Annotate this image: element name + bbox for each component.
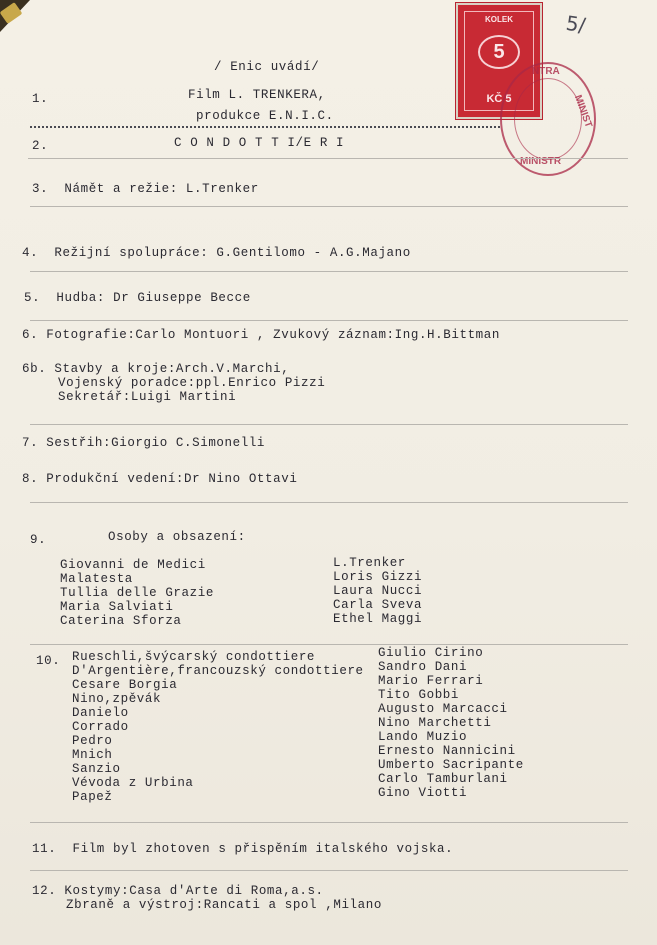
cast-role: Tullia delle Grazie (60, 586, 214, 600)
page-number: 5/ (564, 10, 588, 38)
cast-role: Danielo (72, 706, 129, 720)
item-12-line-2: Zbraně a výstroj:Rancati a spol ,Milano (66, 898, 382, 912)
seal-top-text: NTRA (532, 66, 560, 77)
item-2-number: 2. (32, 139, 49, 153)
dotted-separator (30, 126, 500, 128)
cast-actor: Mario Ferrari (378, 674, 484, 688)
header-line: / Enic uvádí/ (214, 60, 320, 74)
item-5: 5. Hudba: Dr Giuseppe Becce (24, 291, 251, 305)
item-6b-line-1: 6b. Stavby a kroje:Arch.V.Marchi, (22, 362, 290, 376)
cast-role: Papež (72, 790, 113, 804)
stamp-label: KOLEK (485, 15, 513, 24)
rule-line (30, 822, 628, 823)
cast-role: Sanzio (72, 762, 121, 776)
cast-actor: Augusto Marcacci (378, 702, 508, 716)
cast-actor: Sandro Dani (378, 660, 468, 674)
cast-role: Giovanni de Medici (60, 558, 206, 572)
cast-actor: Gino Viotti (378, 786, 468, 800)
seal-right-text: MINIST (571, 93, 594, 130)
item-1-producer: produkce E.N.I.C. (196, 109, 334, 123)
cast-role: Pedro (72, 734, 113, 748)
cast-role: Nino,zpěvák (72, 692, 162, 706)
item-9-number: 9. (30, 533, 47, 547)
item-1-title: Film L. TRENKERA, (188, 88, 326, 102)
stamp-bottom-text: KČ 5 (486, 93, 512, 105)
item-6: 6. Fotografie:Carlo Montuori , Zvukový záznam:Ing.H.Bittman (22, 328, 500, 342)
cast-role: Rueschli,švýcarský condottiere (72, 650, 316, 664)
item-4: 4. Režijní spolupráce: G.Gentilomo - A.G.Majano (22, 246, 411, 260)
cast-role: Caterina Sforza (60, 614, 182, 628)
cast-role: Corrado (72, 720, 129, 734)
item-1-number: 1. (32, 92, 49, 106)
rule-line (28, 158, 628, 159)
rule-line (30, 206, 628, 207)
stamp-value: 5 (478, 35, 520, 69)
cast-actor: Umberto Sacripante (378, 758, 524, 772)
rule-line (30, 644, 628, 645)
item-12-line-1: 12. Kostymy:Casa d'Arte di Roma,a.s. (32, 884, 324, 898)
cast-actor: Laura Nucci (333, 584, 423, 598)
cast-actor: Ernesto Nannicini (378, 744, 516, 758)
item-2-title: C O N D O T T I/E R I (174, 136, 345, 150)
item-3: 3. Námět a režie: L.Trenker (32, 182, 259, 196)
cast-actor: Ethel Maggi (333, 612, 423, 626)
cast-actor: L.Trenker (333, 556, 406, 570)
cast-role: Vévoda z Urbina (72, 776, 194, 790)
cast-actor: Lando Muzio (378, 730, 468, 744)
item-6b-line-3: Sekretář:Luigi Martini (58, 390, 237, 404)
item-7: 7. Sestřih:Giorgio C.Simonelli (22, 436, 266, 450)
rule-line (30, 320, 628, 321)
cast-actor: Tito Gobbi (378, 688, 460, 702)
cast-actor: Loris Gizzi (333, 570, 423, 584)
rule-line (30, 271, 628, 272)
seal-bottom-text: MINISTR (520, 156, 562, 167)
item-11: 11. Film byl zhotoven s přispěním italského vojska. (32, 842, 454, 856)
rule-line (30, 424, 628, 425)
cast-role: Maria Salviati (60, 600, 174, 614)
cast-actor: Carla Sveva (333, 598, 423, 612)
cast-actor: Giulio Cirino (378, 646, 484, 660)
item-10-number: 10. (36, 654, 61, 668)
cast-actor: Nino Marchetti (378, 716, 492, 730)
cast-actor: Carlo Tamburlani (378, 772, 508, 786)
rule-line (30, 870, 628, 871)
cast-role: D'Argentière,francouzský condottiere (72, 664, 364, 678)
item-6b-line-2: Vojenský poradce:ppl.Enrico Pizzi (58, 376, 326, 390)
cast-role: Malatesta (60, 572, 133, 586)
cast-role: Mnich (72, 748, 113, 762)
rule-line (30, 502, 628, 503)
item-9-title: Osoby a obsazení: (108, 530, 246, 544)
cast-role: Cesare Borgia (72, 678, 178, 692)
item-8: 8. Produkční vedení:Dr Nino Ottavi (22, 472, 298, 486)
seal-inner-ring (514, 78, 582, 160)
